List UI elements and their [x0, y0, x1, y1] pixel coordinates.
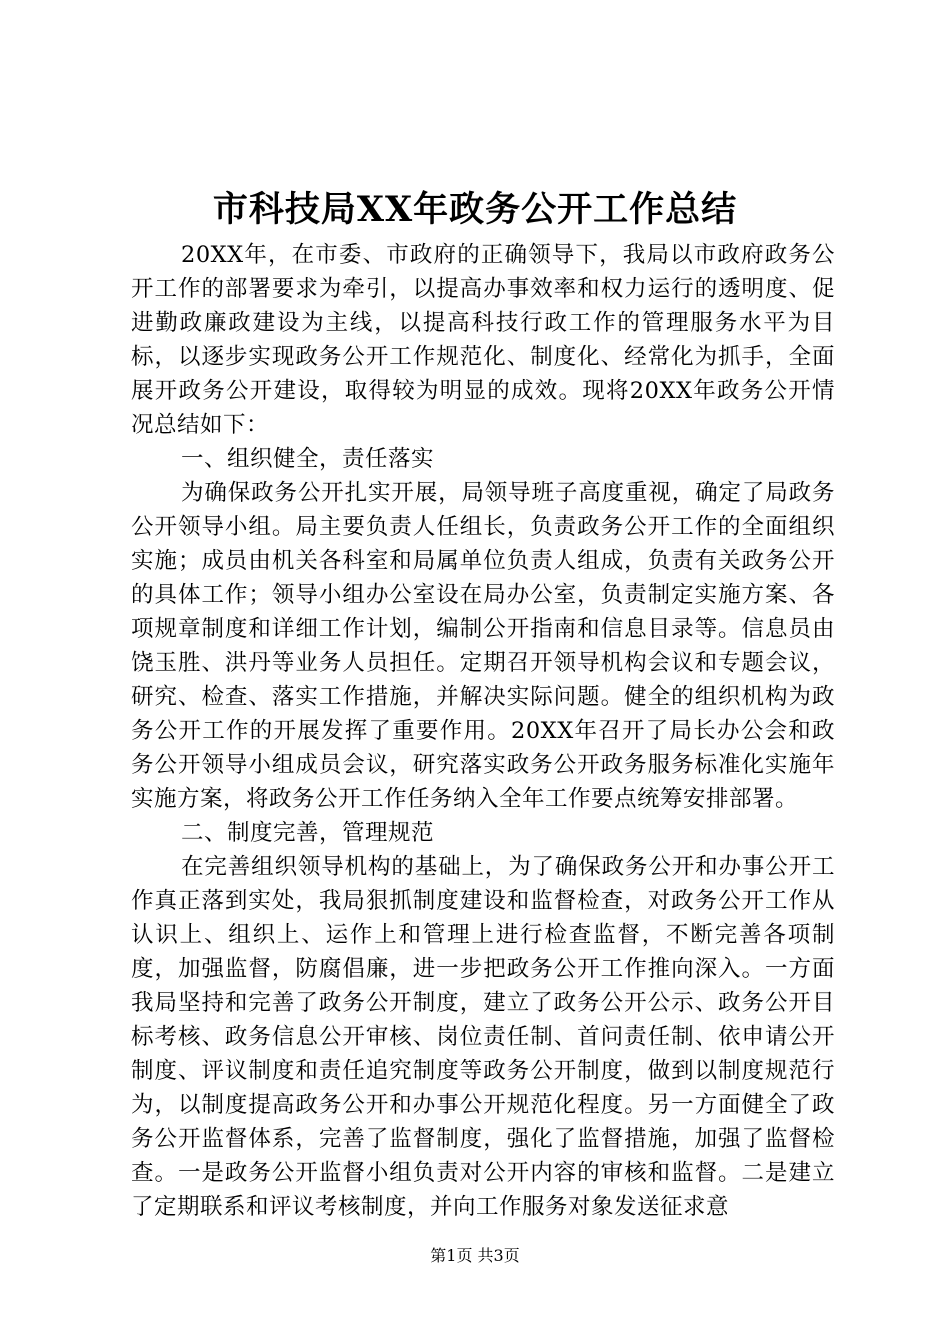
section-1-paragraph: 为确保政务公开扎实开展，局领导班子高度重视，确定了局政务公开领导小组。局主要负责人任组长，负责政务公开工作的全面组织实施；成员由机关各科室和局属单位负责人组成，负责有关政务公开的具体工作；领导小组办公室设在局办公室，负责制定实施方案、各项规章制度和详细工作计划，编制公开指南和信息目录等。信息员由饶玉胜、洪丹等业务人员担任。定期召开领导机构会议和专题会议，研究、检查、落实工作措施，并解决实际问题。健全的组织机构为政务公开工作的开展发挥了重要作用。20XX年召开了局长办公会和政务公开领导小组成员会议，研究落实政务公开政务服务标准化实施年实施方案，将政务公开工作任务纳入全年工作要点统筹安排部署。 [131, 480, 835, 812]
section-heading-1: 一、组织健全，责任落实 [181, 446, 435, 472]
section-heading-2: 二、制度完善，管理规范 [181, 820, 435, 846]
intro-paragraph: 20XX年，在市委、市政府的正确领导下，我局以市政府政务公开工作的部署要求为牵引，以提高办事效率和权力运行的透明度、促进勤政廉政建设为主线，以提高科技行政工作的管理服务水平为目标，以逐步实现政务公开工作规范化、制度化、经常化为抓手，全面展开政务公开建设，取得较为明显的成效。现将20XX年政务公开情况总结如下： [131, 242, 835, 438]
document-body [131, 238, 835, 1224]
document-title: 市科技局XX年政务公开工作总结 [212, 189, 738, 230]
section-2-paragraph: 在完善组织领导机构的基础上，为了确保政务公开和办事公开工作真正落到实处，我局狠抓制度建设和监督检查，对政务公开工作从认识上、组织上、运作上和管理上进行检查监督，不断完善各项制度，加强监督，防腐倡廉，进一步把政务公开工作推向深入。一方面我局坚持和完善了政务公开制度，建立了政务公开公示、政务公开目标考核、政务信息公开审核、岗位责任制、首问责任制、依申请公开制度、评议制度和责任追究制度等政务公开制度，做到以制度规范行为，以制度提高政务公开和办事公开规范化程度。另一方面健全了政务公开监督体系，完善了监督制度，强化了监督措施，加强了监督检查。一是政务公开监督小组负责对公开内容的审核和监督。二是建立了定期联系和评议考核制度，并向工作服务对象发送征求意 [131, 854, 835, 1220]
page-footer: 第1页 共3页 [430, 1246, 520, 1265]
